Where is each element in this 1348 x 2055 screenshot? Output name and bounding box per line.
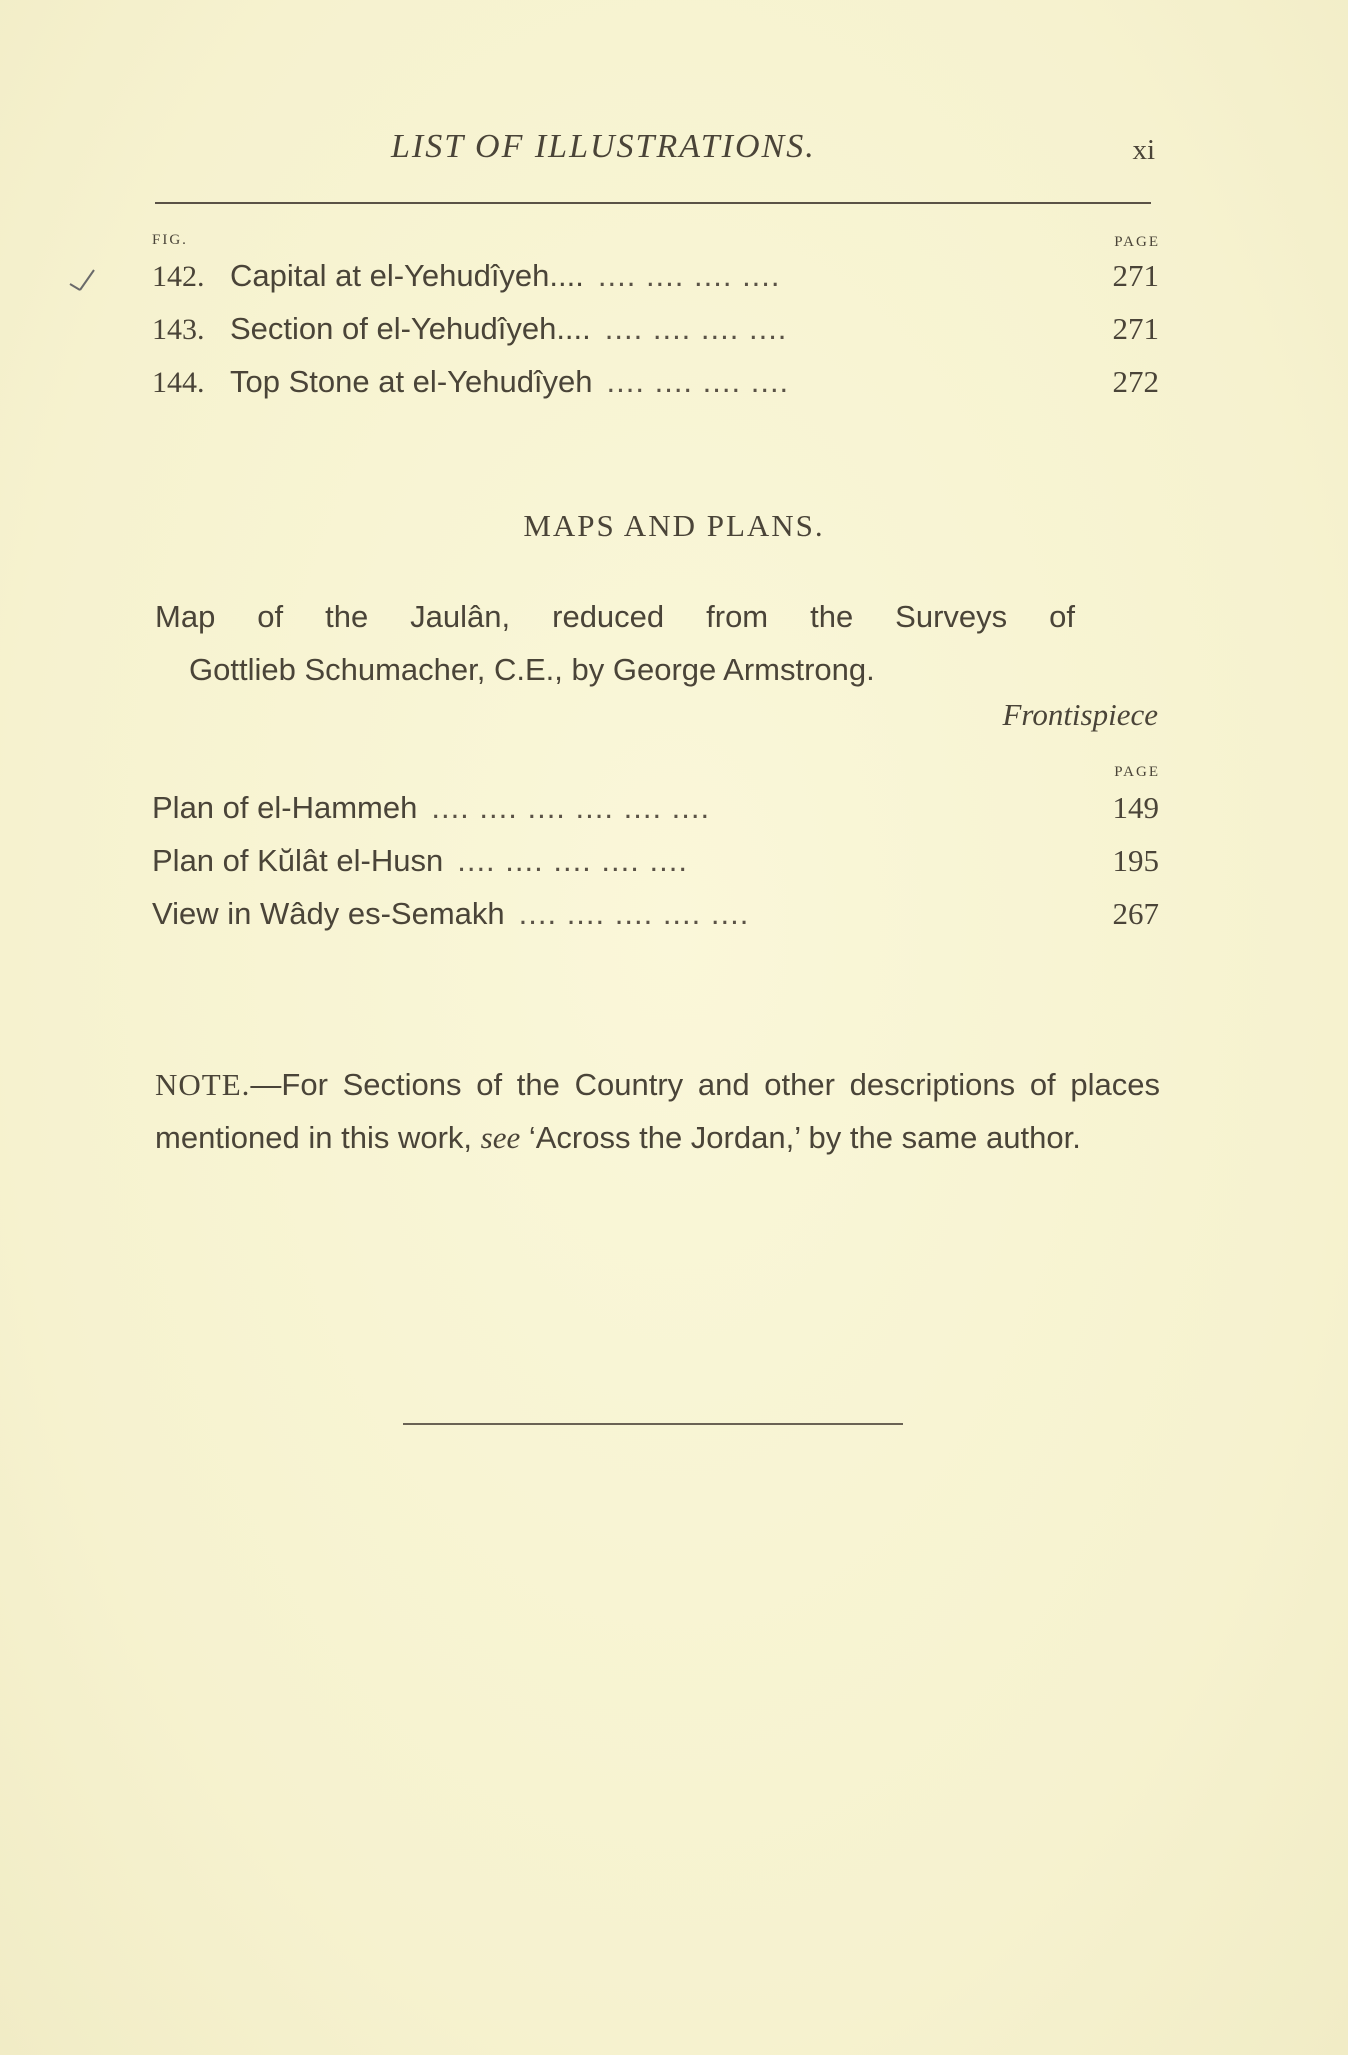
map-entry-hammeh <box>152 790 1159 830</box>
leader-dots: .... .... .... .... <box>606 364 790 399</box>
map-entry-wady-es-semakh <box>152 896 1159 936</box>
map-entry-kulat-el-husn <box>152 843 1159 883</box>
frontispiece-map-entry <box>155 590 1075 696</box>
frontispiece-label: Frontispiece <box>1002 697 1158 732</box>
note-see: see <box>480 1120 521 1155</box>
entry-label: Plan of el-Hammeh <box>152 790 418 825</box>
page-column-heading: PAGE <box>1114 234 1160 250</box>
illustration-entry-142 <box>152 258 1159 298</box>
entry-label: Plan of Kŭlât el-Husn <box>152 843 444 878</box>
leader-dots: .... .... .... .... .... .... <box>431 790 711 825</box>
note-text-2: ‘Across the Jordan,’ by the same author. <box>520 1120 1081 1155</box>
maps-section-title: MAPS AND PLANS. <box>523 508 825 543</box>
running-head <box>155 128 1155 178</box>
note-paragraph <box>155 1058 1160 1164</box>
page-number: 272 <box>1112 364 1159 399</box>
header-rule <box>155 202 1151 204</box>
running-title: LIST OF ILLUSTRATIONS. <box>391 128 816 165</box>
fig-number: 143. <box>152 313 205 346</box>
pencil-mark-icon <box>64 264 98 304</box>
illustration-entry-144 <box>152 364 1159 404</box>
page-folio: xi <box>1132 134 1155 166</box>
page-number: 271 <box>1112 258 1159 293</box>
page-number: 271 <box>1112 311 1159 346</box>
entry-label: Section of el-Yehudîyeh.... <box>230 311 591 346</box>
footer-rule <box>403 1423 903 1425</box>
leader-dots: .... .... .... .... .... <box>518 896 750 931</box>
map-description-line-1: Map of the Jaulân, reduced from the Surveys of <box>155 599 1075 634</box>
note-lead: NOTE. <box>155 1067 251 1102</box>
entry-label: Top Stone at el-Yehudîyeh <box>230 364 593 399</box>
maps-page-column-heading: PAGE <box>1114 764 1160 780</box>
leader-dots: .... .... .... .... .... <box>457 843 688 878</box>
map-description-line-2: Gottlieb Schumacher, C.E., by George Armstrong. <box>189 652 875 687</box>
leader-dots: .... .... .... .... <box>604 311 788 346</box>
page-number: 195 <box>1112 843 1159 878</box>
fig-number: 142. <box>152 260 205 293</box>
entry-label: View in Wâdy es-Semakh <box>152 896 505 931</box>
leader-dots: .... .... .... .... <box>597 258 781 293</box>
page-number: 267 <box>1112 896 1159 931</box>
page-number: 149 <box>1112 790 1159 825</box>
fig-number: 144. <box>152 366 205 399</box>
fig-column-heading: FIG. <box>152 232 188 248</box>
entry-label: Capital at el-Yehudîyeh.... <box>230 258 584 293</box>
note-text-1: —For Sections of the Country and other descriptions of places mentioned in this work, <box>155 1067 1160 1155</box>
illustration-entry-143 <box>152 311 1159 351</box>
